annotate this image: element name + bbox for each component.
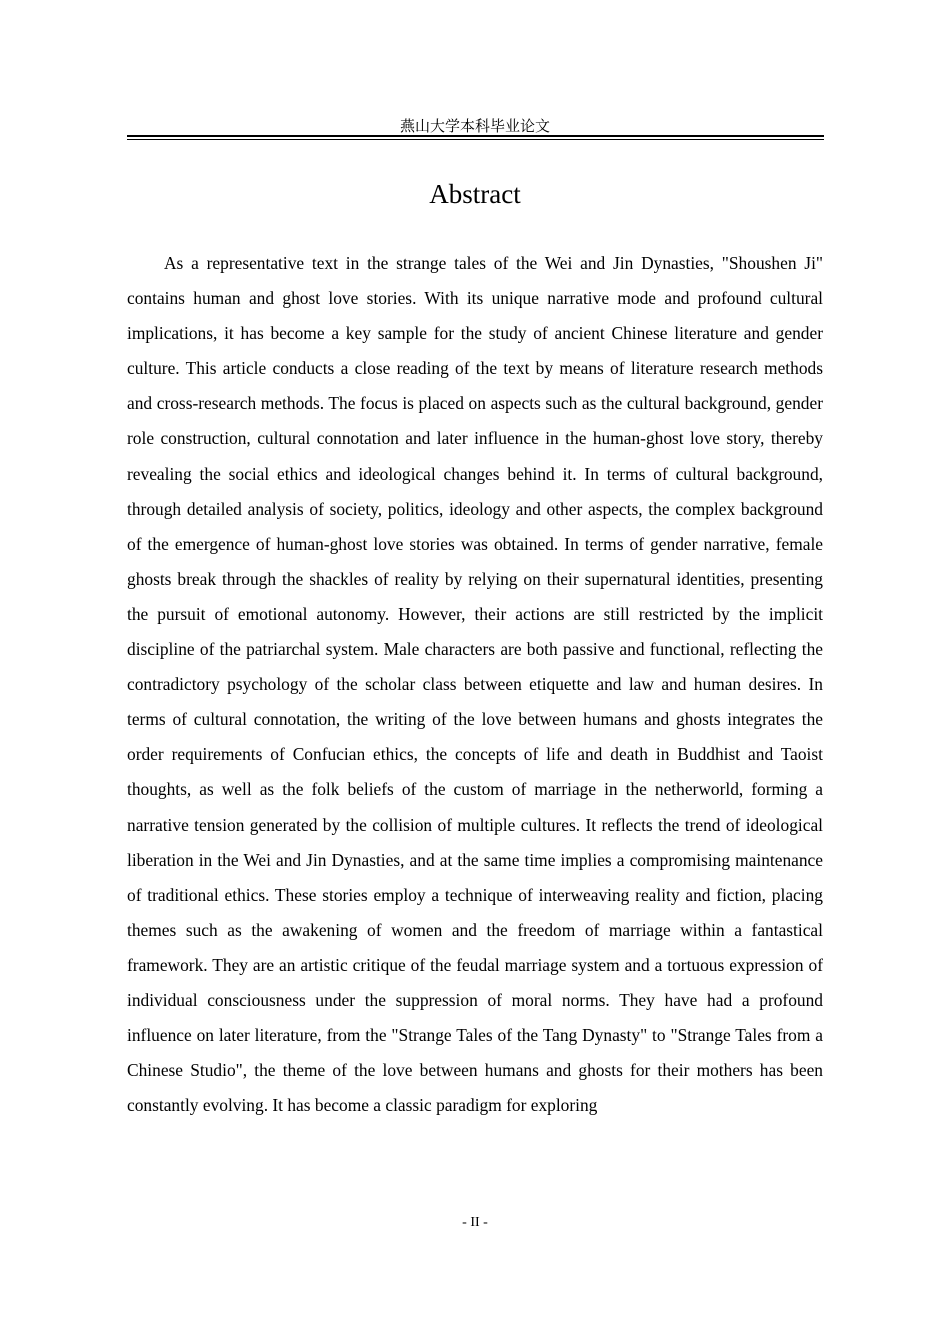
running-header: 燕山大学本科毕业论文	[399, 117, 550, 135]
page-number: - II -	[462, 1215, 488, 1230]
page-title: Abstract	[429, 179, 521, 209]
abstract-paragraph: As a representative text in the strange tales of the Wei and Jin Dynasties, "Shoushen Ji" contains human and ghost love stories. With its unique narrative mode and profound cultural implications, it has become a key sample for the study of ancient Chinese literature and gender culture. This article conducts a close reading of the text by means of literature research methods and cross-research methods. The focus is placed on aspects such as the cultural background, gender role construction, cultural connotation and later influence in the human-ghost love story, thereby revealing the social ethics and ideological changes behind it. In terms of cultural background, through detailed analysis of society, politics, ideology and other aspects, the complex background of the emergence of human-ghost love stories was obtained. In terms of gender narrative, female ghosts break through the shackles of reality by relying on their supernatural identities, presenting the pursuit of emotional autonomy. However, their actions are still restricted by the implicit discipline of the patriarchal system. Male characters are both passive and functional, reflecting the contradictory psychology of the scholar class between etiquette and law and human desires. In terms of cultural connotation, the writing of the love between humans and ghosts integrates the order requirements of Confucian ethics, the concepts of life and death in Buddhist and Taoist thoughts, as well as the folk beliefs of the custom of marriage in the netherworld, forming a narrative tension generated by the collision of multiple cultures. It reflects the trend of ideological liberation in the Wei and Jin Dynasties, and at the same time implies a compromising maintenance of traditional ethics. These stories employ a technique of interweaving reality and fiction, placing themes such as the awakening of women and the freedom of marriage within a fantastical framework. They are an artistic critique of the feudal marriage system and a tortuous expression of individual consciousness under the suppression of moral norms. They have had a profound influence on later literature, from the "Strange Tales of the Tang Dynasty" to "Strange Tales from a Chinese Studio", the theme of the love between humans and ghosts for their mothers has been constantly evolving. It has become a classic paradigm for exploring	[127, 253, 823, 1116]
header-rule-thick	[127, 135, 824, 137]
header-rule-thin	[127, 139, 824, 140]
